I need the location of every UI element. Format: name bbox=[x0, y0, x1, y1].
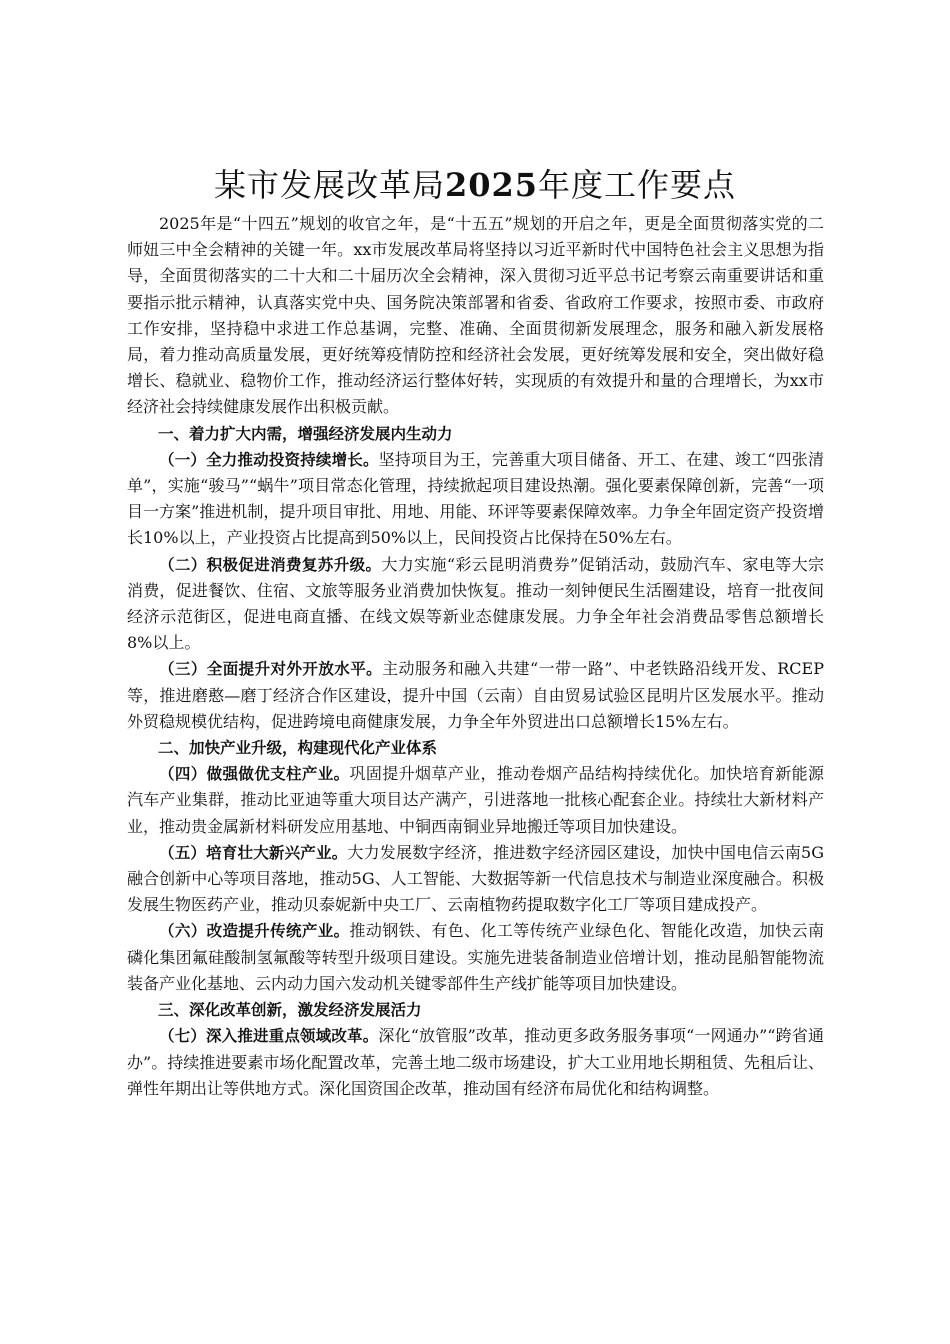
section-heading: 三、深化改革创新，激发经济发展活力 bbox=[158, 1001, 422, 1020]
item-text: 大力发展数字经济，推进数字经济园区建设，加快中国电信云南5G融合创新中心等项目落地，推动5G、人工智能、大数据等新一代信息技术与制造业深度融合。积极发展生物医药产业，推动贝泰妮新中央工厂、云南植物药提取数字化工厂等项目建成投产。 bbox=[127, 842, 824, 915]
item-text: 推动钢铁、有色、化工等传统产业绿色化、智能化改造，加快云南磷化集团氟硅酸制氢氟酸等转型升级项目建设。实施先进装备制造业倍增计划，推动昆船智能物流装备产业化基地、云内动力国六发动机关键零部件生产线扩能等项目加快建设。 bbox=[127, 921, 824, 993]
title-prefix: 某市发展改革局 bbox=[213, 166, 445, 204]
item-paragraph bbox=[127, 1023, 824, 1102]
item-lead: （六）改造提升传统产业。 bbox=[159, 922, 350, 941]
item-paragraph bbox=[127, 656, 824, 735]
item-lead: （二）积极促进消费复苏升级。 bbox=[159, 555, 382, 574]
item-paragraph bbox=[127, 918, 824, 997]
item-lead: （七）深入推进重点领域改革。 bbox=[159, 1027, 379, 1046]
document-title bbox=[0, 163, 950, 207]
item-lead: （一）全力推动投资持续增长。 bbox=[159, 450, 379, 469]
item-text: 巩固提升烟草产业，推动卷烟产品结构持续优化。加快培育新能源汽车产业集群，推动比亚迪等重大项目达产满产，引进落地一批核心配套企业。持续壮大新材料产业，推动贵金属新材料研发应用基地、中铜西南铜业异地搬迁等项目加快建设。 bbox=[127, 764, 824, 836]
section-heading: 二、加快产业升级，构建现代化产业体系 bbox=[158, 739, 438, 758]
item-text: 坚持项目为王，完善重大项目储备、开工、在建、竣工“四张清单”，实施“骏马”“蜗牛”项目常态化管理，持续掀起项目建设热潮。强化要素保障创新，完善“一项目一方案”推进机制，提升项目审批、用地、用能、环评等要素保障效率。力争全年固定资产投资增长10%以上，产业投资占比提高到50%以上，民间投资占比保持在50%左右。 bbox=[127, 449, 824, 548]
item-paragraph bbox=[127, 447, 824, 552]
item-lead: （四）做强做优支柱产业。 bbox=[159, 765, 350, 784]
item-lead: （三）全面提升对外开放水平。 bbox=[159, 660, 383, 679]
intro-paragraph: 2025年是“十四五”规划的收官之年，是“十五五”规划的开启之年，更是全面贯彻落实党的二师妞三中全会精神的关键一年。xx市发展改革局将坚持以习近平新时代中国特色社会主义思想为指导，全面贯彻落实的二十大和二十届历次全会精神，深入贯彻习近平总书记考察云南重要讲话和重要指示批示精神，认真落实党中央、国务院决策部署和省委、省政府工作要求，按照市委、市政府工作安排，坚持稳中求进工作总基调，完整、准确、全面贯彻新发展理念，服务和融入新发展格局，着力推动高质量发展，更好统筹疫情防控和经济社会发展，更好统筹发展和安全，突出做好稳增长、稳就业、稳物价工作，推动经济运行整体好转，实现质的有效提升和量的合理增长，为xx市经济社会持续健康发展作出积极贡献。 bbox=[127, 214, 824, 417]
title-year: 2025 bbox=[444, 166, 539, 204]
title-suffix: 年度工作要点 bbox=[538, 166, 737, 204]
item-text: 深化“放管服”改革，推动更多政务服务事项“一网通办”“跨省通办”。持续推进要素市场化配置改革，完善土地二级市场建设，扩大工业用地长期租赁、先租后让、弹性年期出让等供地方式。深化国资国企改革，推动国有经济布局优化和结构调整。 bbox=[127, 1026, 824, 1098]
item-lead: （五）培育壮大新兴产业。 bbox=[159, 843, 348, 862]
item-text: 主动服务和融入共建“一带一路”、中老铁路沿线开发、RCEP等，推进磨憨—磨丁经济合作区建设，提升中国（云南）自由贸易试验区昆明片区发展水平。推动外贸稳规模优结构，促进跨境电商健康发展，力争全年外贸进出口总额增长15%左右。 bbox=[127, 659, 824, 731]
section-heading: 一、着力扩大内需，增强经济发展内生动力 bbox=[158, 424, 453, 443]
document-body bbox=[127, 211, 824, 1102]
item-text: 大力实施“彩云昆明消费券”促销活动，鼓励汽车、家电等大宗消费，促进餐饮、住宿、文旅等服务业消费加快恢复。推动一刻钟便民生活圈建设，培育一批夜间经济示范街区，促进电商直播、在线文娱等新业态健康发展。力争全年社会消费品零售总额增长8%以上。 bbox=[127, 554, 824, 653]
item-paragraph bbox=[127, 552, 824, 657]
item-paragraph bbox=[127, 761, 824, 840]
item-paragraph bbox=[127, 840, 824, 919]
